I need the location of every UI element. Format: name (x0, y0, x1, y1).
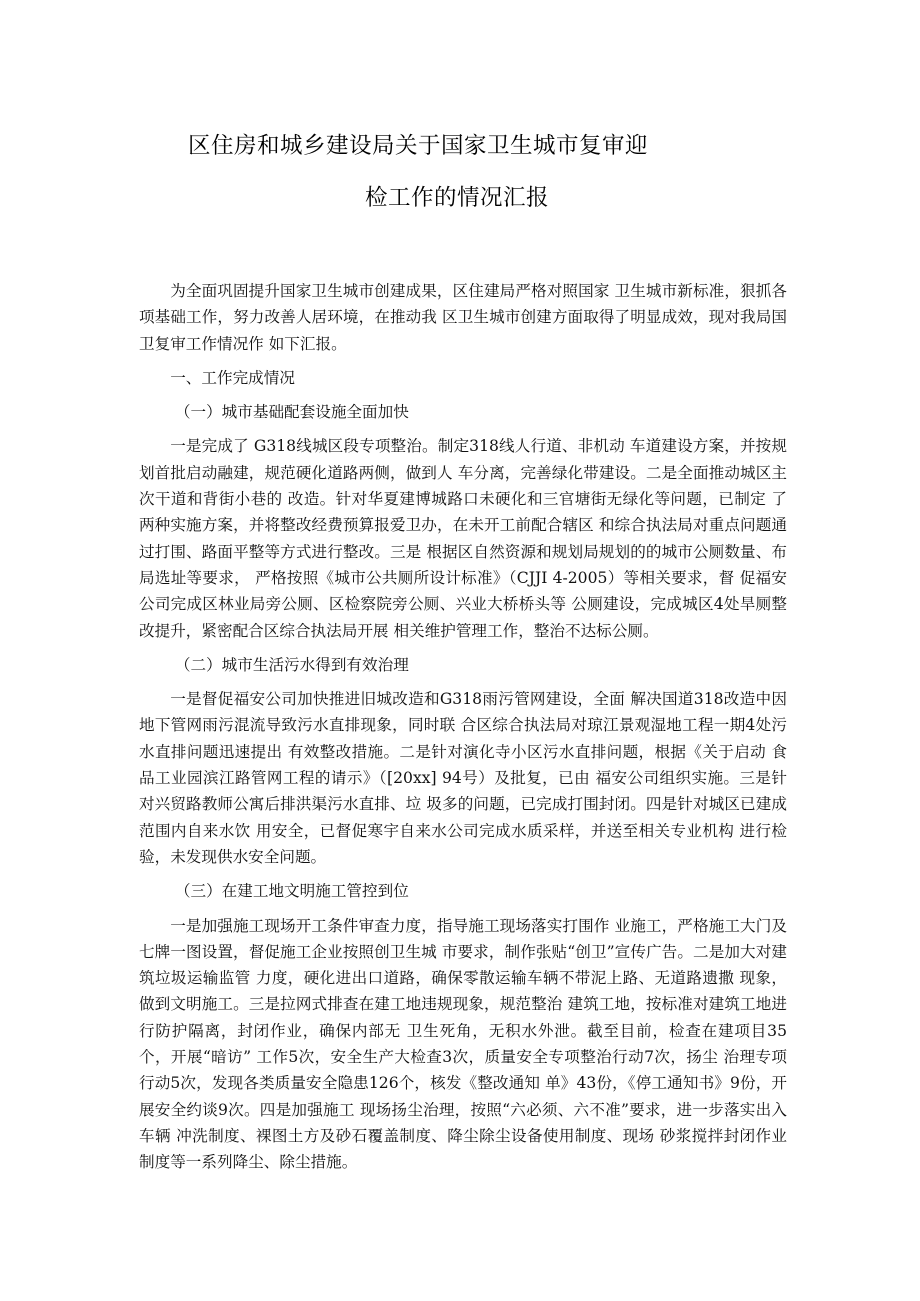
subsection-body-3: 一是加强施工现场开工条件审查力度，指导施工现场落实打围作 业施工，严格施工大门及七牌一图设置，督促施工企业按照创卫生城 市要求，制作张贴“创卫”宣传广告。二是加大对建筑垃圾运输监管 力度，硬化进出口道路，确保零散运输车辆不带泥上路、无道路遗撒 现象，做到文明施工。三是拉网式排查在建工地违规现象，规范整治 建筑工地，按标准对建筑工地进行防护隔离，封闭作业，确保内部无 卫生死角，无积水外泄。截至目前，检查在建项目35个，开展“暗访” 工作5次，安全生产大检查3次，质量安全专项整治行动7次，扬尘 治理专项行动5次，发现各类质量安全隐患126个，核发《整改通知 单》43份，《停工通知书》9份，开展安全约谈9次。四是加强施工 现场扬尘治理，按照“六必须、六不准”要求，进一步落实出入车辆 冲洗制度、裸图土方及砂石覆盖制度、降尘除尘设备使用制度、现场 砂浆搅拌封闭作业制度等一系列降尘、除尘措施。 (139, 916, 787, 1172)
subsection-heading-1: （一）城市基础配套设施全面加快 (174, 403, 409, 422)
intro-paragraph: 为全面巩固提升国家卫生城市创建成果，区住建局严格对照国家 卫生城市新标准，狠抓各项基础工作，努力改善人居环境，在推动我 区卫生城市创建方面取得了明显成效，现对我局国卫复审工作情况作 如下汇报。 (139, 282, 787, 353)
section-heading-1: 一、工作完成情况 (170, 368, 295, 387)
subsection-heading-3: （三）在建工地文明施工管控到位 (174, 882, 409, 901)
subsection-body-1: 一是完成了 G318线城区段专项整治。制定318线人行道、非机动 车道建设方案，并按规划首批启动融建，规范硬化道路两侧，做到人 车分离，完善绿化带建设。二是全面推动城区主次干道和背街小巷的 改造。针对华夏建博城路口未硬化和三官塘街无绿化等问题，已制定 了两种实施方案，并将整改经费预算报爱卫办，在未开工前配合辖区 和综合执法局对重点问题通过打围、路面平整等方式进行整改。三是 根据区自然资源和规划局规划的的城市公厕数量、布局选址等要求， 严格按照《城市公共厕所设计标准》（CJJI 4-2005）等相关要求，督 促福安公司完成区林业局旁公厕、区检察院旁公厕、兴业大桥桥头等 公厕建设，完成城区4处旱厕整改提升，紧密配合区综合执法局开展 相关维护管理工作，整治不达标公厕。 (139, 437, 787, 640)
subsection-body-2: 一是督促福安公司加快推进旧城改造和G318雨污管网建设，全面 解决国道318改造中因地下管网雨污混流导致污水直排现象，同时联 合区综合执法局对琼江景观湿地工程一期4处污水直排问题迅速提出 有效整改措施。二是针对演化寺小区污水直排问题，根据《关于启动 食品工业园滨江路管网工程的请示》（[20xx] 94号）及批复，已由 福安公司组织实施。三是针对兴贸路教师公寓后排洪渠污水直排、垃 圾多的问题，已完成打围封闭。四是针对城区已建成范围内自来水饮 用安全，已督促寒宇自来水公司完成水质采样，并送至相关专业机构 进行检验，未发现供水安全问题。 (139, 690, 787, 866)
document-title-line2: 检工作的情况汇报 (365, 185, 550, 211)
document-body (139, 278, 787, 1176)
document-title-line1: 区住房和城乡建设局关于国家卫生城市复审迎 (188, 133, 649, 159)
subsection-heading-2: （二）城市生活污水得到有效治理 (174, 655, 409, 674)
